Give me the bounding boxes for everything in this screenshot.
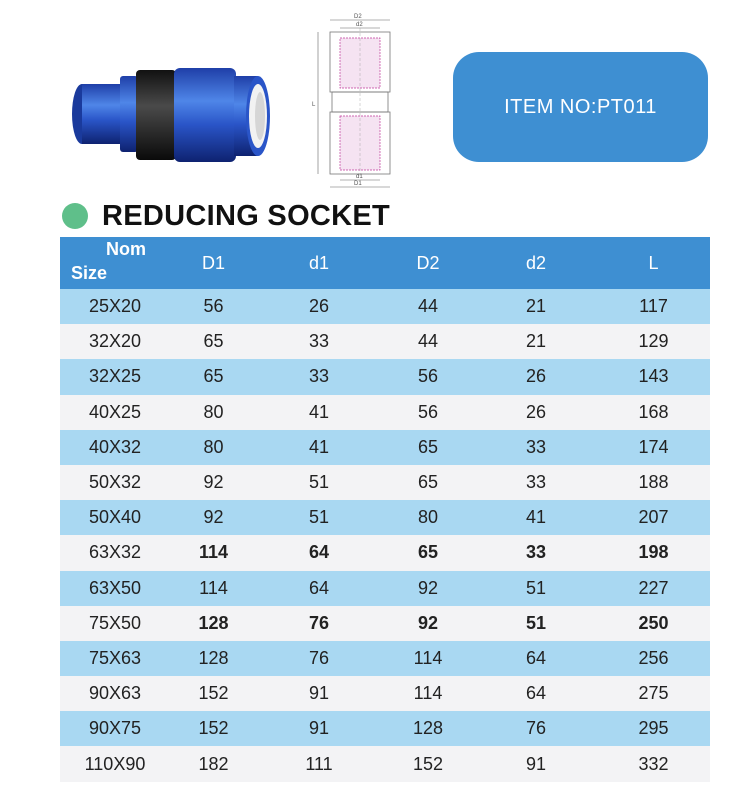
cell-D2: 92 <box>381 606 475 641</box>
table-row <box>60 676 710 711</box>
header-d2: d2 <box>475 237 597 289</box>
cell-L: 188 <box>597 465 710 500</box>
cell-L: 143 <box>597 359 710 394</box>
cell-size: 40X25 <box>60 395 170 430</box>
table-row <box>60 606 710 641</box>
cell-D2: 92 <box>381 571 475 606</box>
cell-D2: 152 <box>381 746 475 781</box>
cell-d2: 21 <box>475 324 597 359</box>
cell-D1: 92 <box>170 465 257 500</box>
cell-D2: 114 <box>381 676 475 711</box>
cell-d1: 33 <box>257 324 381 359</box>
svg-text:D2: D2 <box>354 14 362 20</box>
cell-L: 332 <box>597 746 710 781</box>
product-photo <box>70 62 280 172</box>
table-header-row <box>60 237 710 289</box>
item-number-badge <box>453 52 708 162</box>
table-row <box>60 465 710 500</box>
cell-d2: 21 <box>475 289 597 324</box>
cell-D1: 128 <box>170 606 257 641</box>
cell-d1: 91 <box>257 711 381 746</box>
table-row <box>60 289 710 324</box>
cell-L: 227 <box>597 571 710 606</box>
cell-size: 25X20 <box>60 289 170 324</box>
table-row <box>60 535 710 570</box>
cell-d1: 76 <box>257 606 381 641</box>
cell-size: 110X90 <box>60 746 170 781</box>
item-number-text: ITEM NO:PT011 <box>504 95 657 118</box>
cell-D2: 65 <box>381 430 475 465</box>
spec-table <box>60 237 710 782</box>
cell-D1: 65 <box>170 324 257 359</box>
table-row <box>60 571 710 606</box>
cell-size: 75X50 <box>60 606 170 641</box>
cell-D2: 44 <box>381 289 475 324</box>
cell-D1: 56 <box>170 289 257 324</box>
cell-D1: 80 <box>170 430 257 465</box>
cell-D1: 80 <box>170 395 257 430</box>
cell-d2: 51 <box>475 571 597 606</box>
svg-text:D1: D1 <box>354 181 362 187</box>
cell-size: 50X40 <box>60 500 170 535</box>
cell-d2: 91 <box>475 746 597 781</box>
cell-d2: 33 <box>475 535 597 570</box>
header-size: Size <box>71 263 108 283</box>
cell-L: 117 <box>597 289 710 324</box>
table-row <box>60 500 710 535</box>
table-row <box>60 641 710 676</box>
cell-d1: 64 <box>257 571 381 606</box>
cell-D1: 114 <box>170 571 257 606</box>
cell-D1: 114 <box>170 535 257 570</box>
cell-d2: 51 <box>475 606 597 641</box>
cell-d1: 111 <box>257 746 381 781</box>
cell-D1: 92 <box>170 500 257 535</box>
cell-d2: 33 <box>475 465 597 500</box>
cell-d2: 41 <box>475 500 597 535</box>
svg-text:L: L <box>312 102 316 108</box>
cell-L: 295 <box>597 711 710 746</box>
cell-size: 90X75 <box>60 711 170 746</box>
header-d1: d1 <box>257 237 381 289</box>
cell-L: 129 <box>597 324 710 359</box>
table-row <box>60 359 710 394</box>
svg-text:d2: d2 <box>356 22 363 28</box>
table-row <box>60 430 710 465</box>
cell-D1: 152 <box>170 711 257 746</box>
cell-d1: 41 <box>257 395 381 430</box>
cell-d1: 91 <box>257 676 381 711</box>
svg-text:d1: d1 <box>356 174 363 180</box>
cell-size: 40X32 <box>60 430 170 465</box>
section-title-row <box>62 198 390 234</box>
technical-drawing <box>310 8 410 190</box>
cell-L: 256 <box>597 641 710 676</box>
cell-d1: 33 <box>257 359 381 394</box>
cell-size: 32X25 <box>60 359 170 394</box>
cell-D2: 114 <box>381 641 475 676</box>
cell-d2: 64 <box>475 641 597 676</box>
cell-D1: 128 <box>170 641 257 676</box>
section-title: REDUCING SOCKET <box>102 199 391 232</box>
cell-D2: 65 <box>381 465 475 500</box>
table-row <box>60 395 710 430</box>
cell-L: 250 <box>597 606 710 641</box>
cell-D1: 182 <box>170 746 257 781</box>
bullet-dot-icon <box>62 203 88 229</box>
table-row <box>60 746 710 781</box>
cell-size: 63X32 <box>60 535 170 570</box>
cell-D1: 152 <box>170 676 257 711</box>
cell-D2: 128 <box>381 711 475 746</box>
cell-L: 275 <box>597 676 710 711</box>
cell-D2: 44 <box>381 324 475 359</box>
cell-d1: 51 <box>257 500 381 535</box>
cell-L: 207 <box>597 500 710 535</box>
header-nom: Nom <box>106 239 146 259</box>
cell-L: 198 <box>597 535 710 570</box>
cell-D2: 80 <box>381 500 475 535</box>
cell-d1: 64 <box>257 535 381 570</box>
table-row <box>60 324 710 359</box>
cell-d2: 26 <box>475 395 597 430</box>
cell-D1: 65 <box>170 359 257 394</box>
cell-d1: 41 <box>257 430 381 465</box>
cell-d1: 76 <box>257 641 381 676</box>
header-nom-size <box>60 237 170 289</box>
cell-size: 50X32 <box>60 465 170 500</box>
cell-d1: 26 <box>257 289 381 324</box>
cell-size: 32X20 <box>60 324 170 359</box>
header-L: L <box>597 237 710 289</box>
cell-L: 174 <box>597 430 710 465</box>
cell-D2: 56 <box>381 395 475 430</box>
cell-d2: 26 <box>475 359 597 394</box>
cell-d2: 64 <box>475 676 597 711</box>
cell-D2: 65 <box>381 535 475 570</box>
cell-L: 168 <box>597 395 710 430</box>
cell-size: 90X63 <box>60 676 170 711</box>
cell-D2: 56 <box>381 359 475 394</box>
table-row <box>60 711 710 746</box>
cell-size: 63X50 <box>60 571 170 606</box>
cell-d2: 33 <box>475 430 597 465</box>
header-D1: D1 <box>170 237 257 289</box>
cell-d2: 76 <box>475 711 597 746</box>
cell-d1: 51 <box>257 465 381 500</box>
header-D2: D2 <box>381 237 475 289</box>
cell-size: 75X63 <box>60 641 170 676</box>
